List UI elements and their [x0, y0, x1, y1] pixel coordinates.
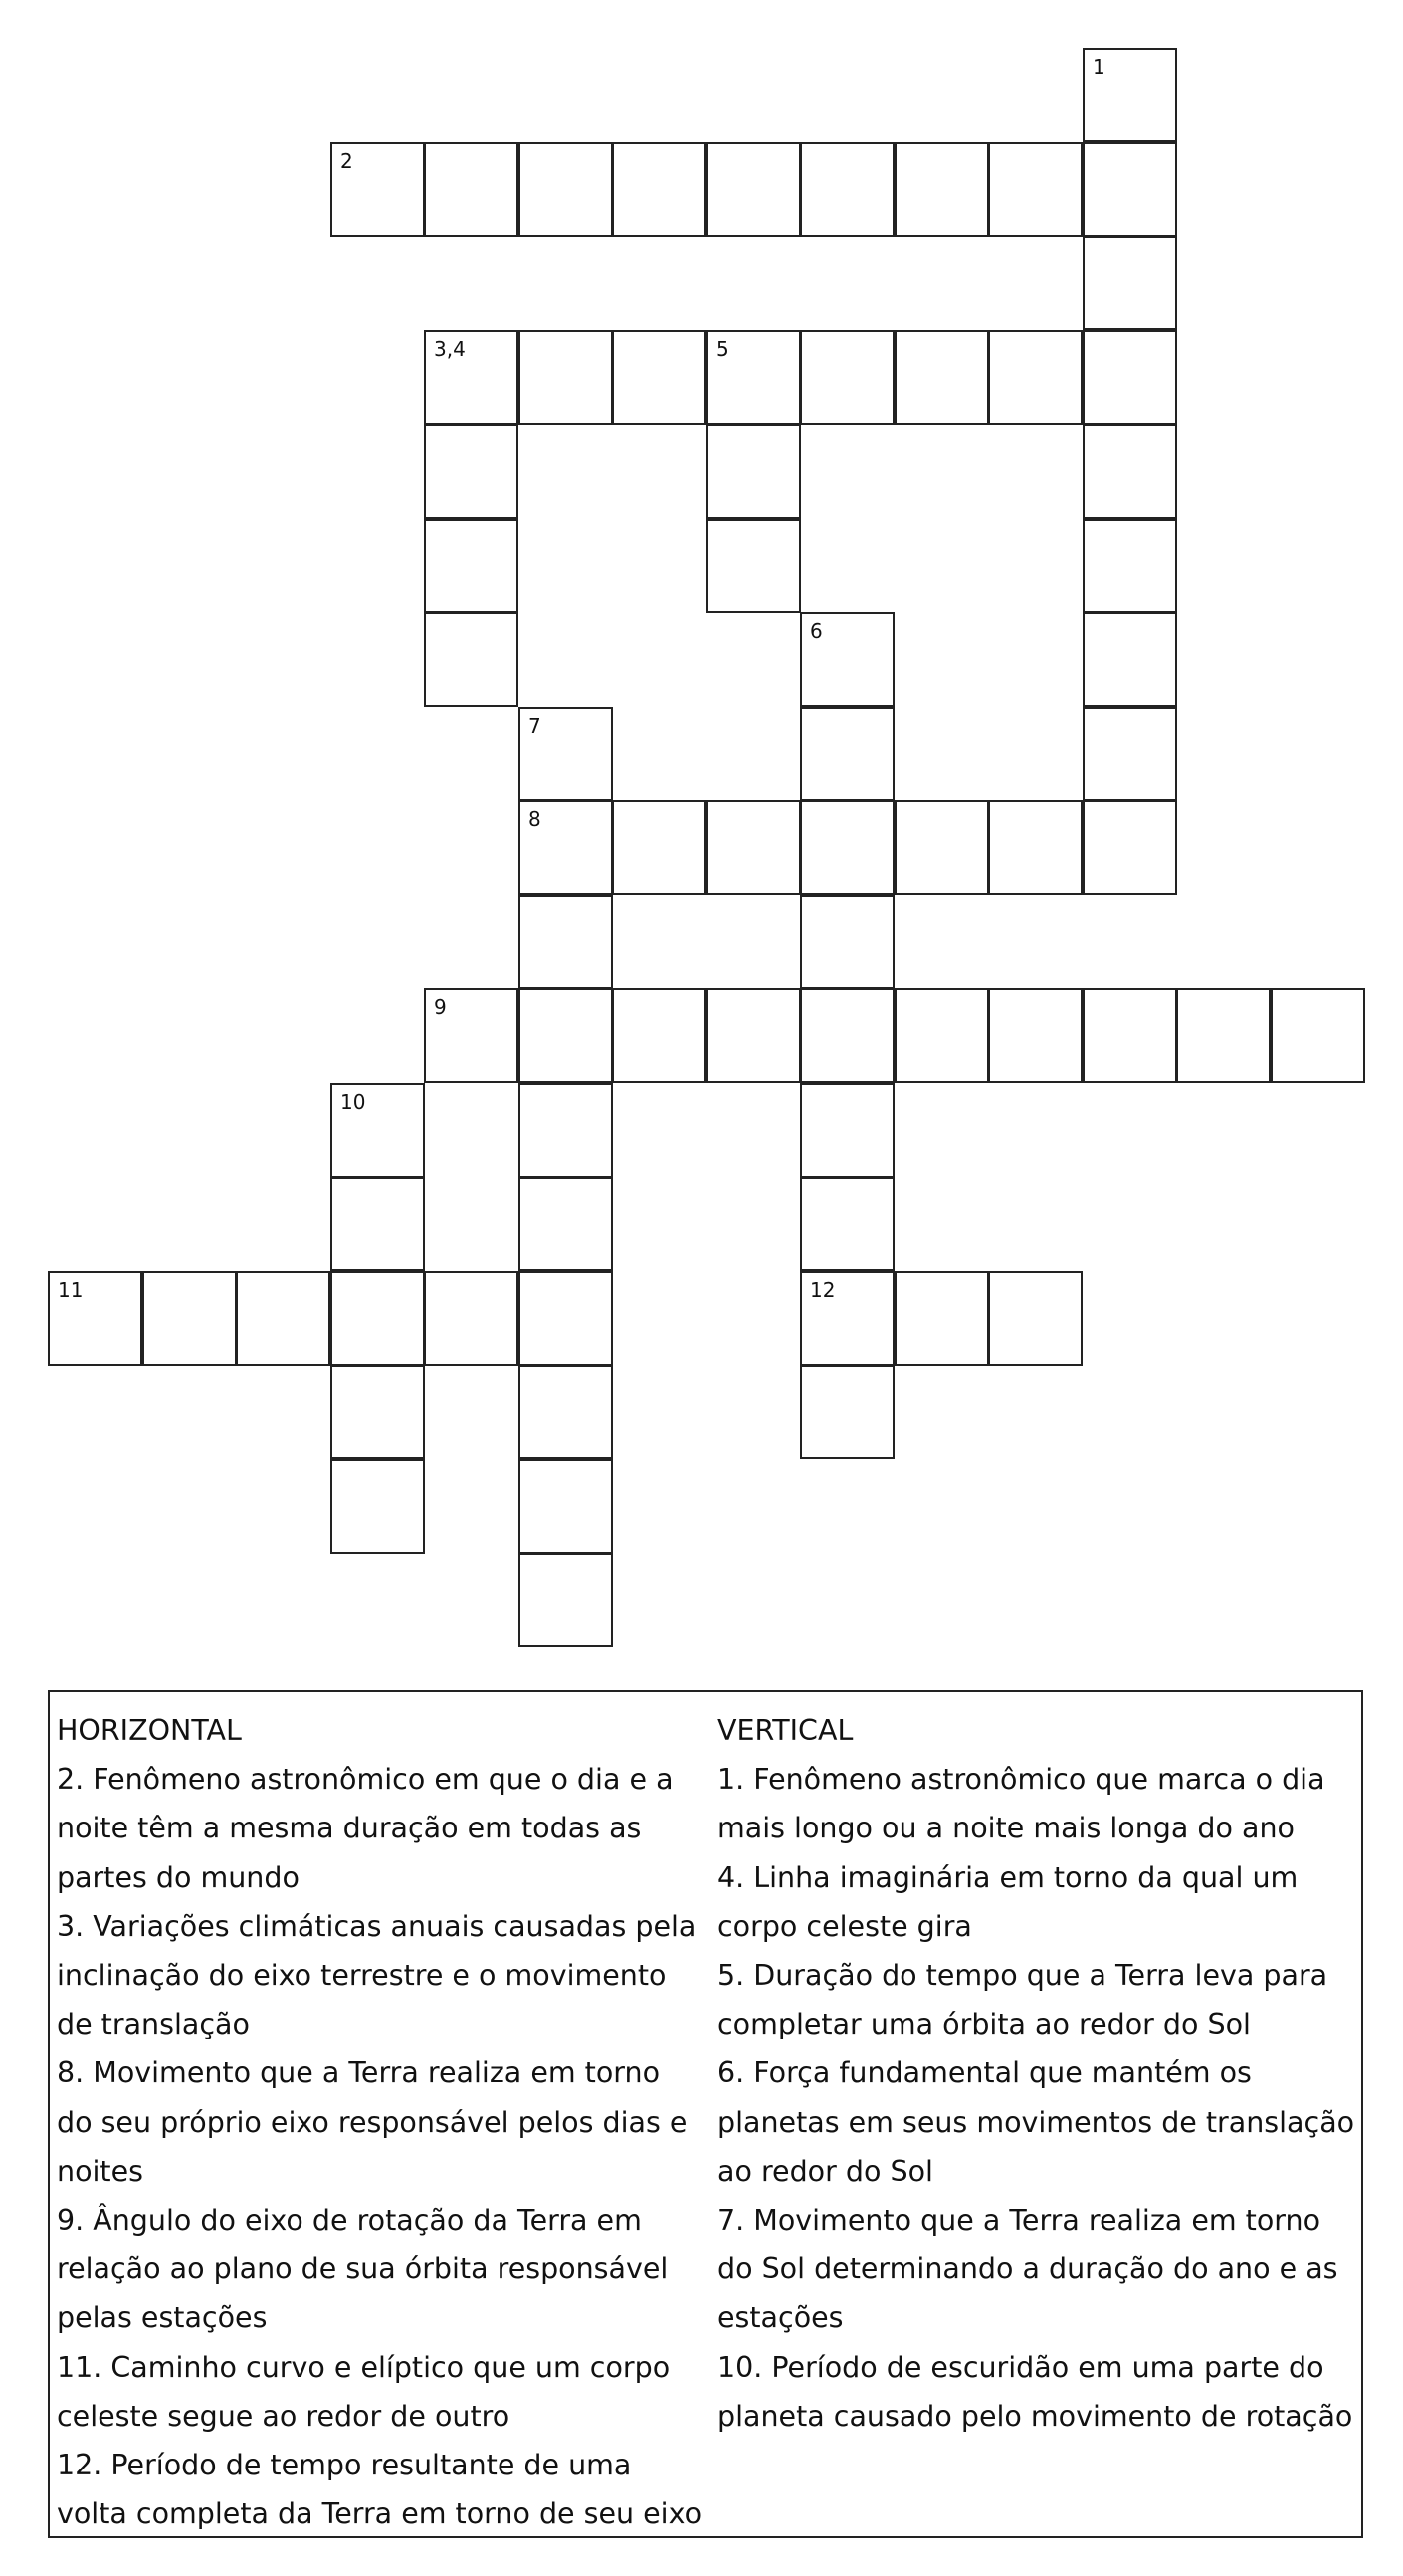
crossword-cell[interactable]: [518, 1365, 613, 1459]
crossword-cell[interactable]: [988, 330, 1083, 425]
crossword-cell-8[interactable]: [518, 800, 613, 895]
clue-number: 12: [810, 1278, 836, 1302]
clue-horizontal-2: 2. Fenômeno astronômico em que o dia e a noite têm a mesma duração em todas as partes do mundo: [57, 1763, 674, 1894]
crossword-cell[interactable]: [895, 330, 989, 425]
crossword-cell-2[interactable]: [330, 142, 425, 237]
crossword-cell[interactable]: [518, 142, 613, 237]
crossword-cell[interactable]: [1083, 424, 1177, 519]
clue-vertical-4: 4. Linha imaginária em torno da qual um corpo celeste gira: [717, 1860, 1299, 1943]
crossword-cell-1[interactable]: [1083, 48, 1177, 142]
crossword-cell[interactable]: [706, 988, 801, 1083]
clue-vertical-7: 7. Movimento que a Terra realiza em torno do Sol determinando a duração do ano e as estações: [717, 2204, 1338, 2335]
crossword-cell-10[interactable]: [330, 1083, 425, 1178]
clue-number: 1: [1093, 55, 1105, 79]
clue-number: 2: [340, 149, 353, 173]
crossword-cell[interactable]: [988, 800, 1083, 895]
crossword-cell[interactable]: [518, 1271, 613, 1366]
crossword-cell[interactable]: [330, 1459, 425, 1554]
crossword-cell[interactable]: [612, 988, 706, 1083]
crossword-cell[interactable]: [895, 800, 989, 895]
crossword-cell[interactable]: [800, 895, 895, 989]
crossword-cell[interactable]: [1083, 142, 1177, 237]
crossword-cell[interactable]: [800, 800, 895, 895]
crossword-cell[interactable]: [895, 1271, 989, 1366]
crossword-cell[interactable]: [518, 1459, 613, 1554]
crossword-cell[interactable]: [518, 1177, 613, 1271]
crossword-cell[interactable]: [424, 519, 518, 613]
crossword-cell[interactable]: [612, 330, 706, 425]
crossword-cell[interactable]: [330, 1177, 425, 1271]
crossword-cell[interactable]: [1083, 800, 1177, 895]
horizontal-heading: HORIZONTAL: [57, 1714, 242, 1747]
crossword-cell[interactable]: [518, 1553, 613, 1647]
crossword-cell[interactable]: [1083, 707, 1177, 801]
clue-number: 5: [716, 337, 729, 361]
crossword-cell[interactable]: [330, 1271, 425, 1366]
crossword-cell[interactable]: [800, 142, 895, 237]
crossword-cell[interactable]: [424, 1271, 518, 1366]
clue-vertical-10: 10. Período de escuridão em uma parte do planeta causado pelo movimento de rotação: [717, 2350, 1353, 2433]
crossword-cell[interactable]: [612, 800, 706, 895]
clue-vertical-1: 1. Fenômeno astronômico que marca o dia mais longo ou a noite mais longa do ano: [717, 1763, 1325, 1845]
crossword-cell[interactable]: [706, 424, 801, 519]
crossword-cell-11[interactable]: [48, 1271, 142, 1366]
clue-horizontal-11: 11. Caminho curvo e elíptico que um corpo celeste segue ao redor de outro: [57, 2350, 671, 2433]
crossword-cell[interactable]: [424, 424, 518, 519]
clue-vertical-6: 6. Força fundamental que mantém os planetas em seus movimentos de translação ao redor do Sol: [717, 2056, 1355, 2188]
crossword-cell[interactable]: [988, 988, 1083, 1083]
crossword-cell[interactable]: [424, 142, 518, 237]
clue-horizontal-12: 12. Período de tempo resultante de uma volta completa da Terra em torno de seu eixo: [57, 2449, 702, 2531]
clue-horizontal-8: 8. Movimento que a Terra realiza em torno do seu próprio eixo responsável pelos dias e noites: [57, 2056, 688, 2188]
crossword-cell[interactable]: [424, 612, 518, 707]
clue-vertical-5: 5. Duração do tempo que a Terra leva para completar uma órbita ao redor do Sol: [717, 1959, 1328, 2041]
clue-number: 10: [340, 1090, 366, 1114]
horizontal-clues: [57, 1706, 703, 2538]
clue-number: 7: [528, 714, 541, 738]
clue-horizontal-3: 3. Variações climáticas anuais causadas pela inclinação do eixo terrestre e o movimento de translação: [57, 1909, 697, 2041]
clue-number: 9: [434, 995, 447, 1019]
crossword-cell[interactable]: [142, 1271, 237, 1366]
crossword-cell[interactable]: [800, 1177, 895, 1271]
clues-box: [48, 1690, 1363, 2538]
crossword-cell[interactable]: [800, 1365, 895, 1459]
crossword-cell[interactable]: [612, 142, 706, 237]
crossword-cell-6[interactable]: [800, 612, 895, 707]
clue-number: 8: [528, 807, 541, 831]
crossword-cell[interactable]: [518, 988, 613, 1083]
crossword-cell[interactable]: [706, 800, 801, 895]
crossword-cell[interactable]: [1083, 612, 1177, 707]
crossword-cell[interactable]: [988, 1271, 1083, 1366]
crossword-cell[interactable]: [895, 142, 989, 237]
vertical-clues: [717, 1706, 1359, 2441]
vertical-heading: VERTICAL: [717, 1714, 854, 1747]
crossword-cell[interactable]: [895, 988, 989, 1083]
crossword-cell[interactable]: [706, 519, 801, 613]
crossword-cell-12[interactable]: [800, 1271, 895, 1366]
crossword-cell[interactable]: [1083, 988, 1177, 1083]
crossword-cell[interactable]: [518, 895, 613, 989]
crossword-cell-3-4[interactable]: [424, 330, 518, 425]
crossword-cell[interactable]: [1083, 330, 1177, 425]
crossword-cell[interactable]: [518, 1083, 613, 1178]
clue-number: 6: [810, 619, 823, 643]
crossword-cell[interactable]: [800, 330, 895, 425]
crossword-cell[interactable]: [330, 1365, 425, 1459]
crossword-cell[interactable]: [236, 1271, 330, 1366]
clue-horizontal-9: 9. Ângulo do eixo de rotação da Terra em relação ao plano de sua órbita responsável pelas estações: [57, 2204, 669, 2335]
crossword-cell[interactable]: [800, 707, 895, 801]
clue-number: 3,4: [434, 337, 466, 361]
crossword-cell-7[interactable]: [518, 707, 613, 801]
crossword-cell[interactable]: [800, 1083, 895, 1178]
crossword-cell[interactable]: [800, 988, 895, 1083]
clue-number: 11: [58, 1278, 84, 1302]
crossword-cell[interactable]: [1176, 988, 1271, 1083]
crossword-cell[interactable]: [988, 142, 1083, 237]
crossword-cell-5[interactable]: [706, 330, 801, 425]
crossword-cell[interactable]: [518, 330, 613, 425]
crossword-cell[interactable]: [1271, 988, 1365, 1083]
crossword-cell[interactable]: [1083, 236, 1177, 330]
crossword-cell[interactable]: [1083, 519, 1177, 613]
crossword-cell[interactable]: [706, 142, 801, 237]
crossword-cell-9[interactable]: [424, 988, 518, 1083]
